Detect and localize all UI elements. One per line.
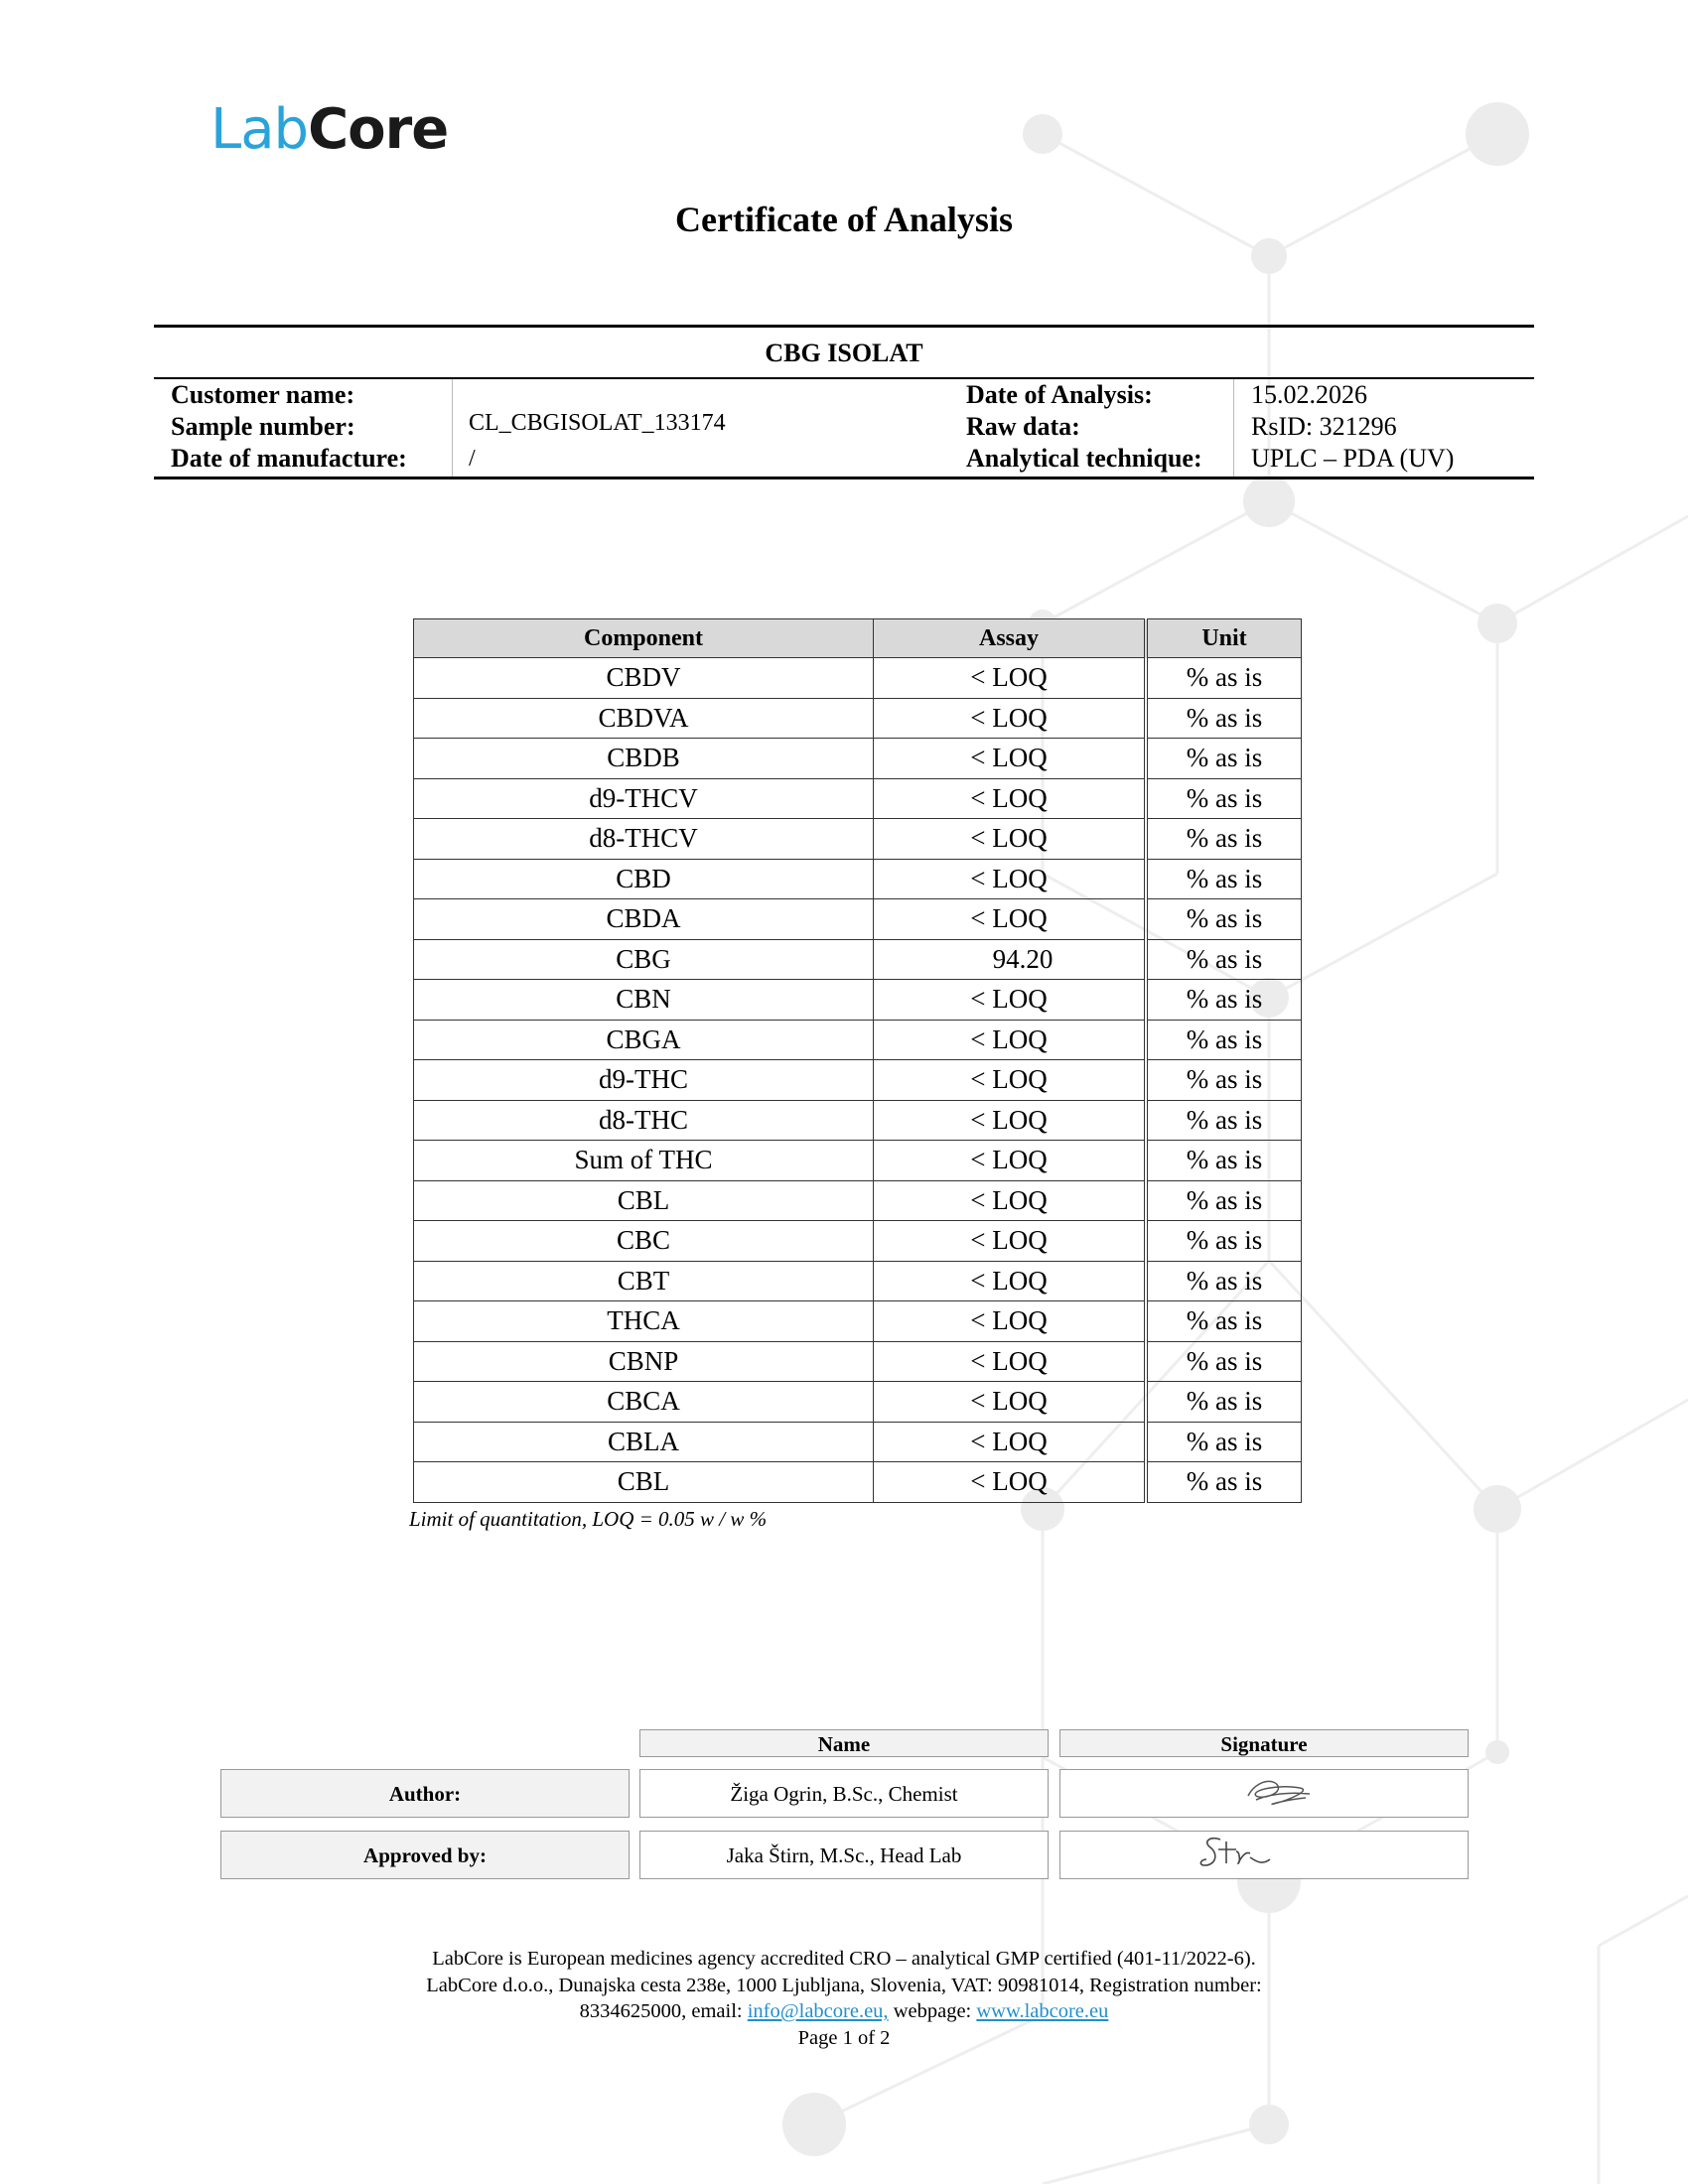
table-row — [414, 739, 1302, 779]
assay-cell: < LOQ — [874, 1221, 1147, 1262]
assay-cell: < LOQ — [874, 1100, 1147, 1141]
assay-cell: < LOQ — [874, 980, 1147, 1021]
table-row — [414, 859, 1302, 899]
footer-line-3 — [0, 1998, 1688, 2025]
component-cell: THCA — [414, 1301, 874, 1342]
assay-cell: < LOQ — [874, 1261, 1147, 1301]
component-cell: CBLA — [414, 1422, 874, 1462]
author-label: Author: — [220, 1769, 630, 1818]
component-cell: d9-THC — [414, 1060, 874, 1101]
approver-name: Jaka Štirn, M.Sc., Head Lab — [639, 1831, 1049, 1879]
date-of-manufacture-label: Date of manufacture: — [171, 444, 407, 473]
assay-cell: < LOQ — [874, 1020, 1147, 1060]
assay-cell: < LOQ — [874, 658, 1147, 699]
logo-part-lab: Lab — [211, 97, 309, 162]
table-row — [414, 658, 1302, 699]
table-row — [414, 1462, 1302, 1503]
unit-cell: % as is — [1146, 1261, 1302, 1301]
table-row — [414, 1301, 1302, 1342]
footer-line-1: LabCore is European medicines agency accredited CRO – analytical GMP certified (401-11/2022-6). — [432, 1948, 1256, 1970]
table-row — [414, 1382, 1302, 1423]
page-number: Page 1 of 2 — [797, 2026, 891, 2049]
analytical-technique-value: UPLC – PDA (UV) — [1251, 444, 1455, 473]
footer-registration: 8334625000, email: — [579, 2000, 748, 2022]
unit-header: Unit — [1146, 619, 1302, 658]
sample-number-label: Sample number: — [171, 412, 355, 441]
unit-cell: % as is — [1146, 899, 1302, 940]
table-row — [414, 1100, 1302, 1141]
unit-cell: % as is — [1146, 1100, 1302, 1141]
sample-info-box — [154, 325, 1534, 479]
assay-cell: < LOQ — [874, 739, 1147, 779]
sample-number-value: CL_CBGISOLAT_133174 — [469, 410, 726, 436]
table-row — [414, 698, 1302, 739]
assay-cell: 94.20 — [874, 939, 1147, 980]
unit-cell: % as is — [1146, 698, 1302, 739]
unit-cell: % as is — [1146, 1422, 1302, 1462]
table-row — [414, 819, 1302, 860]
info-row-3 — [154, 443, 1534, 475]
table-row — [414, 1261, 1302, 1301]
component-cell: CBD — [414, 859, 874, 899]
assay-cell: < LOQ — [874, 1422, 1147, 1462]
labcore-logo — [211, 97, 448, 163]
approver-signature — [1059, 1831, 1469, 1879]
component-cell: d8-THCV — [414, 819, 874, 860]
table-row — [414, 1341, 1302, 1382]
component-cell: CBDVA — [414, 698, 874, 739]
webpage-link[interactable]: www.labcore.eu — [976, 2000, 1109, 2022]
table-row — [414, 980, 1302, 1021]
component-cell: CBDB — [414, 739, 874, 779]
footer — [0, 1946, 1688, 2051]
date-of-manufacture-value: / — [469, 446, 476, 472]
table-row — [414, 1141, 1302, 1181]
unit-cell: % as is — [1146, 1141, 1302, 1181]
assay-cell: < LOQ — [874, 1141, 1147, 1181]
unit-cell: % as is — [1146, 1020, 1302, 1060]
component-cell: Sum of THC — [414, 1141, 874, 1181]
approved-by-label: Approved by: — [220, 1831, 630, 1879]
footer-line-2: LabCore d.o.o., Dunajska cesta 238e, 1000 Ljubljana, Slovenia, VAT: 90981014, Registration number: — [426, 1974, 1262, 1996]
author-name: Žiga Ogrin, B.Sc., Chemist — [639, 1769, 1049, 1818]
assay-cell: < LOQ — [874, 1462, 1147, 1503]
assay-cell: < LOQ — [874, 819, 1147, 860]
customer-name-label: Customer name: — [171, 380, 355, 409]
assay-cell: < LOQ — [874, 1301, 1147, 1342]
unit-cell: % as is — [1146, 739, 1302, 779]
info-row-2 — [154, 411, 1534, 443]
table-row — [414, 939, 1302, 980]
component-cell: CBNP — [414, 1341, 874, 1382]
unit-cell: % as is — [1146, 1382, 1302, 1423]
unit-cell: % as is — [1146, 1462, 1302, 1503]
author-signature — [1059, 1769, 1469, 1818]
component-cell: CBCA — [414, 1382, 874, 1423]
component-cell: CBT — [414, 1261, 874, 1301]
unit-cell: % as is — [1146, 1180, 1302, 1221]
table-row — [414, 1180, 1302, 1221]
unit-cell: % as is — [1146, 1221, 1302, 1262]
signature-scribble-author — [1061, 1770, 1468, 1816]
loq-note: Limit of quantitation, LOQ = 0.05 w / w % — [409, 1507, 768, 1531]
name-column-header: Name — [639, 1729, 1049, 1757]
table-row — [414, 1221, 1302, 1262]
signature-column-header: Signature — [1059, 1729, 1469, 1757]
component-header: Component — [414, 619, 874, 658]
component-cell: CBC — [414, 1221, 874, 1262]
unit-cell: % as is — [1146, 658, 1302, 699]
assay-cell: < LOQ — [874, 1341, 1147, 1382]
document-title: Certificate of Analysis — [675, 200, 1013, 239]
table-row — [414, 899, 1302, 940]
results-header-row — [414, 619, 1302, 658]
raw-data-value: RsID: 321296 — [1251, 412, 1397, 441]
unit-cell: % as is — [1146, 778, 1302, 819]
assay-header: Assay — [874, 619, 1147, 658]
component-cell: CBGA — [414, 1020, 874, 1060]
sample-name: CBG ISOLAT — [154, 328, 1534, 379]
unit-cell: % as is — [1146, 1301, 1302, 1342]
analytical-technique-label: Analytical technique: — [966, 444, 1202, 473]
results-body — [414, 658, 1302, 1503]
component-cell: CBN — [414, 980, 874, 1021]
unit-cell: % as is — [1146, 939, 1302, 980]
raw-data-label: Raw data: — [966, 412, 1080, 441]
info-row-1 — [154, 379, 1534, 411]
assay-cell: < LOQ — [874, 698, 1147, 739]
component-cell: CBL — [414, 1462, 874, 1503]
signature-scribble-approver — [1061, 1832, 1468, 1877]
assay-cell: < LOQ — [874, 778, 1147, 819]
email-link[interactable]: info@labcore.eu, — [747, 2000, 889, 2022]
unit-cell: % as is — [1146, 859, 1302, 899]
component-cell: CBDV — [414, 658, 874, 699]
unit-cell: % as is — [1146, 819, 1302, 860]
component-cell: CBG — [414, 939, 874, 980]
assay-cell: < LOQ — [874, 1382, 1147, 1423]
component-cell: d8-THC — [414, 1100, 874, 1141]
table-row — [414, 778, 1302, 819]
table-row — [414, 1020, 1302, 1060]
component-cell: CBDA — [414, 899, 874, 940]
assay-cell: < LOQ — [874, 899, 1147, 940]
unit-cell: % as is — [1146, 1060, 1302, 1101]
logo-part-core: Core — [308, 97, 449, 162]
unit-cell: % as is — [1146, 1341, 1302, 1382]
sample-info-grid — [154, 379, 1534, 479]
assay-cell: < LOQ — [874, 859, 1147, 899]
results-table — [413, 618, 1302, 1503]
component-cell: CBL — [414, 1180, 874, 1221]
assay-cell: < LOQ — [874, 1180, 1147, 1221]
date-of-analysis-value: 15.02.2026 — [1251, 380, 1367, 409]
table-row — [414, 1060, 1302, 1101]
assay-cell: < LOQ — [874, 1060, 1147, 1101]
component-cell: d9-THCV — [414, 778, 874, 819]
table-row — [414, 1422, 1302, 1462]
date-of-analysis-label: Date of Analysis: — [966, 380, 1153, 409]
unit-cell: % as is — [1146, 980, 1302, 1021]
footer-webpage-prefix: webpage: — [888, 2000, 977, 2022]
